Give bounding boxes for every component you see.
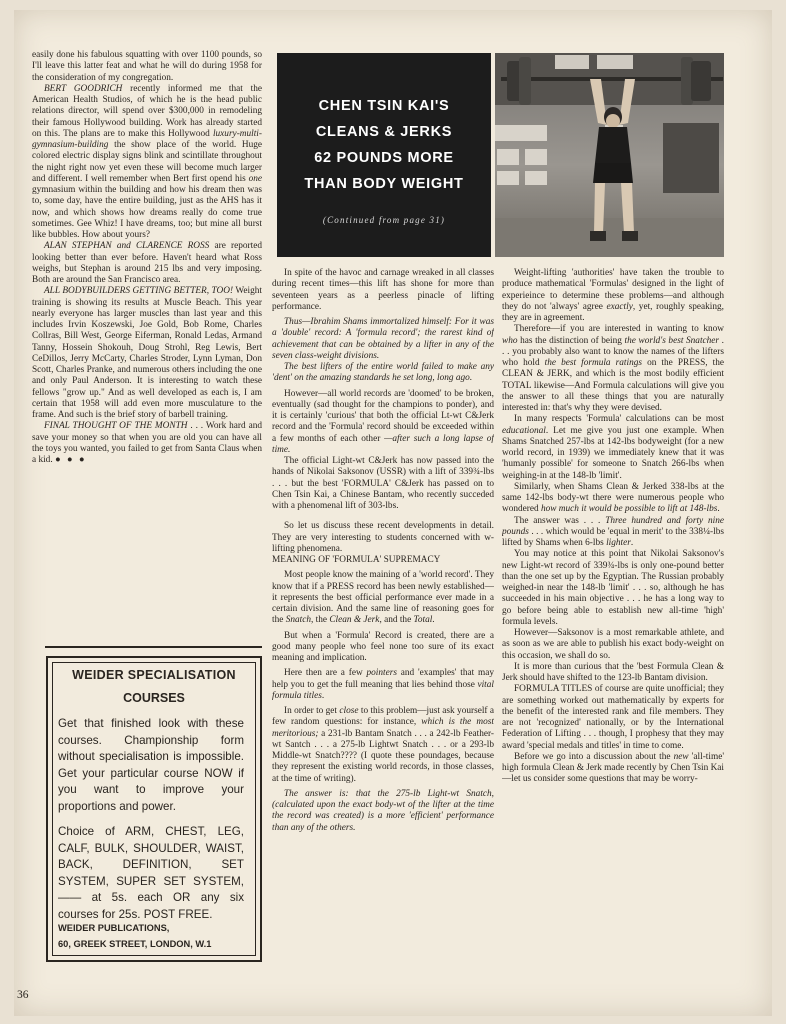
article-title: CHEN TSIN KAI'S CLEANS & JERKS 62 POUNDS MORE THAN BODY WEIGHT [304,98,464,192]
ad-body [58,716,244,923]
column-middle [272,268,494,990]
section-heading: MEANING OF 'FORMULA' SUPREMACY [272,555,441,565]
paragraph: Before we go into a discussion about the new 'all-time' high formula Clean & Jerk made recently by Chen Tsin Kai—let us consider some questions that may be worry- [502,751,724,785]
divider-rule [45,646,262,648]
ad-publisher [58,920,254,952]
paragraph: BERT GOODRICH recently informed me that the American Health Studios, of which he is the head public relations director, will spend over $300,000 in remodeling their famous Hollywood building. Work has already started on this. The plans are to make this Hollywood luxury-multi-gymnasium-building the show place of the world. Huge colored electric display signs blink and scintillate throughout the night right now yet even these will become much larger and different. I well remember when Bert first opend his one gymnasium within the building and how his dream then was to, some day, have the entire building, just as the AHS has it now, and which shows how dreams really do come true sometimes. Gee Whiz! I have dreams, too; but mine all burst like bubbles. How about yours? [32,83,262,240]
paragraph: The answer was . . . Three hundred and forty nine pounds . . . which would be 'equal in merit' to the 338¼-lbs lifted by Shams when 6-lbs lighter. [502,515,724,548]
paragraph: Here then are a few pointers and 'examples' that may help you to get the full meaning that lies behind those vital formula titles. [272,668,494,701]
paragraph: In many respects 'Formula' calculations can be most educational. Let me give you just one example. When Shams Snatched 257-lbs at 142-lbs bodyweight (for a new world record, in 1939) we immediately knew that it was 'humanly possible' for someone to Snatch 266-lbs when weighing-in at the 148-lb 'limit'. [502,414,724,481]
paragraph: The answer is: that the 275-lb Light-wt Snatch, (calculated upon the exact body-wt of the lifter at the time the record was created) is a more 'efficient' performance than any of the others. [272,788,494,833]
ad-paragraph: Choice of ARM, CHEST, LEG, CALF, BULK, SHOULDER, WAIST, BACK, DEFINITION, SET SYSTEM, SUPER SET SYSTEM, —— at 5s. each OR any six courses for 25s. POST FREE. [58,825,244,921]
paragraph: Weight-lifting 'authorities' have taken the trouble to produce mathematical 'Formulas' designed in the light of experieince to determine these problems—and although they do not 'always' agree exactly, yet, roughly speaking, they are in agreement. [502,268,724,323]
weightlifter-photo [495,53,724,257]
advertisement-box [46,656,262,962]
paragraph: It is more than curious that the 'best Formula Clean & Jerk should have shifted to the 123-lb Bantam division. [502,661,724,683]
article-title-box [277,53,491,257]
paragraph: Therefore—if you are interested in wanting to know who has the distinction of being the world's best Snatcher . . . you probably also want to know the names of the lifters who hold the best formula ratings on the PRESS, the CLEAN & JERK, and which is the most bodily efficient TOTAL likewise—And Formula calculations will give you the answer to all these things that you are naturally interested in: that's why they were devised. [502,324,724,413]
paragraph: FINAL THOUGHT OF THE MONTH . . . Work hard and save your money so that when you are old you can have all the toys you wanted, you failed to get from Santa Claus when a kid. ● ● ● [32,421,262,465]
ad-address: 60, GREEK STREET, LONDON, W.1 [58,939,212,949]
paragraph: So let us discuss these recent developments in detail. They are very interesting to students concerned with w-lifting phenomena. [272,521,494,554]
ad-title: WEIDER SPECIALISATION [72,668,236,682]
paragraph: The official Light-wt C&Jerk has now passed into the hands of Nikolai Saksonov (USSR) with a lift of 339¾-lbs . . . but the best 'FORMULA' C&Jerk has passed on to Chen Tsin Kai, a Chinese Bantam, who recently succeded with a phenomenal lift of 303-lbs. [272,456,494,511]
end-mark: ● ● ● [54,455,87,465]
paragraph: easily done his fabulous squatting with over 1100 pounds, so I'll leave this latter feat and what he will do during 1958 for the consideration of my congregation. [32,50,262,83]
paragraph: FORMULA TITLES of course are quite unofficial; they are something worked out mathematically by experts for the benefit of the interested rank and file members. They are not 'recognized' nationally, or by the International Federation of Lifting . . . though, I prophesy that they may award 'special medals and titles' in time to come. [502,684,724,751]
paragraph: Most people know the maining of a 'world record'. They know that if a PRESS record has been newly established—it represents the best official performance ever made in a certain division. And the same line of reasoning goes for the Snatch, the Clean & Jerk, and the Total. [272,570,494,626]
paragraph: You may notice at this point that Nikolai Saksonov's new Light-wt record of 339¾-lbs is only one-pound better than the one set up by the Egyptian. The Russian probably weighed-in near the 148-lb 'limit' . . . so, although he has succeeded in his main objective . . . he has a long way to go before being able to establish new all-time 'high' formula levels. [502,549,724,627]
paragraph: But when a 'Formula' Record is created, there are a good many people who feel none too sure of its exact meaning and implication. [272,630,494,663]
column-left [32,50,262,645]
paragraph: Thus—Ibrahim Shams immortalized himself: For it was a 'double' record: A 'formula record'; the rarest kind of achievement that can be obtained by a lifter in any of the seven class-weight divisions. [272,317,494,361]
column-right [502,268,724,990]
paragraph: The best lifters of the entire world failed to make any 'dent' on the amazing standards he set long, long ago. [272,362,494,384]
paragraph: In spite of the havoc and carnage wreaked in all classes during recent times—this lift has shone for more than seventeen years as a peerless pinacle of lifting performance. [272,268,494,312]
paragraph: In order to get close to this problem—just ask yourself a few random questions: for instance, which is the most meritorious; a 231-lb Bantam Snatch . . . a 242-lb Feather-wt Santch . . . a 275-lb Lightwt Snatch . . . or a 293-lb Middle-wt Snatch???? (I quote these poundages, because they represent the existing world records, in those classes, at the time of writing). [272,706,494,784]
paragraph: However—Saksonov is a most remarkable athlete, and as soon as we are able to publish his exact body-weight on this occasion, we shall do so. [502,628,724,661]
page-number: 36 [17,989,29,1001]
paragraph: However—all world records are 'doomed' to be broken, eventually (sad thought for the champions to ponder), and it is certainly 'curious' that both the official Lt-wt C&Jerk record and the 'Formula' record should be exceeded within a few months of each other —after such a long lapse of time. [272,388,494,455]
ad-publisher-name: WEIDER PUBLICATIONS, [58,923,170,933]
paragraph: ALAN STEPHAN and CLARENCE ROSS are reported looking better than ever before. Haven't heard what Ross weighs, but Stephan is around 215 lbs and very imposing. Both are around the San Francisco area. [32,241,262,285]
ad-paragraph: Get that finished look with these courses. Championship form without specialisation is impossible. Get your particular course NOW if you want to improve your proportions and power. [58,717,244,813]
ad-subtitle: COURSES [123,691,185,705]
continued-note: (Continued from page 31) [322,215,446,225]
paragraph: ALL BODYBUILDERS GETTING BETTER, TOO! Weight training is showing its results at Muscle Beach. This year nearly everyone has larger muscles than last year and this includes Irvin Koszewski, Joe Gold, Bob Rome, Charles Collras, Bill West, George Eiferman, Ronald Ledas, Armand Tanny, Hossein Shokouh, Doug Strohl, Reg Lewis, Bert CeDillos, Jerry McCarty, Charles Stroder, Lynn Lyman, Don Scott, Charles Pranke, and numerous others including the one and only Paul Anderson. It is interesting to watch these fellows "grow up." And as well developed as each is, I am certain that 1958 will add even more musculature to the frame. And such is the brief story of barbell training. [32,286,262,420]
paragraph: Similarly, when Shams Clean & Jerked 338-lbs at the same 142-lbs body-wt there were numerous people who wondered how much it would be possible to lift at 148-lbs. [502,481,724,515]
weightlifter-illustration [495,53,724,257]
